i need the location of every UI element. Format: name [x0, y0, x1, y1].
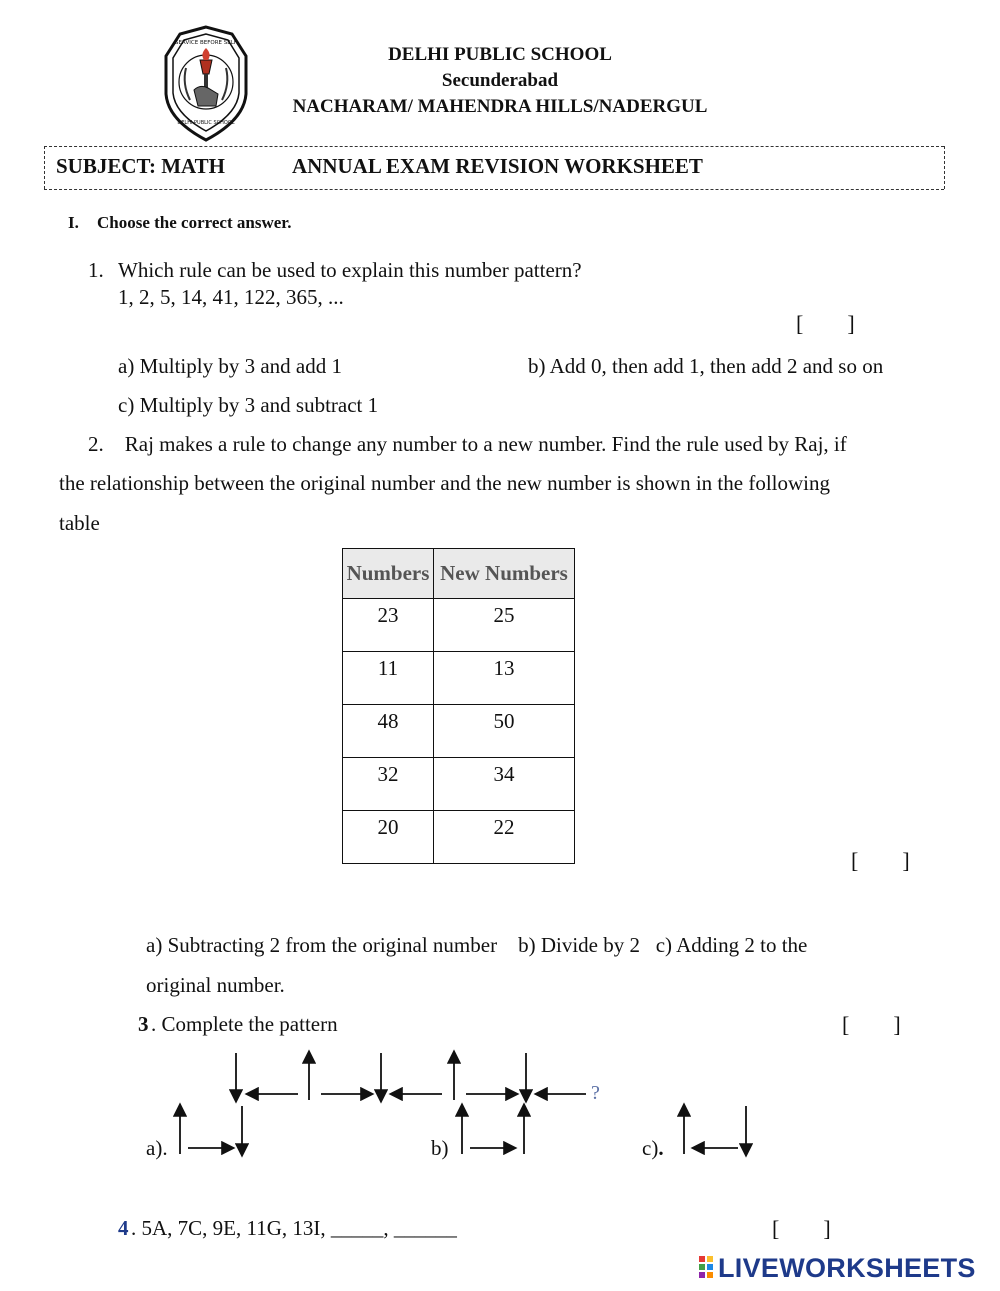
q2-options-line-2: original number. — [146, 973, 285, 997]
table-header-row — [343, 549, 575, 599]
q1-option-b[interactable]: b) Add 0, then add 1, then add 2 and so on — [528, 354, 884, 378]
pattern-question-mark: ? — [591, 1082, 600, 1104]
q1-sequence: 1, 2, 5, 14, 41, 122, 365, ... — [118, 285, 344, 309]
worksheet-title: ANNUAL EXAM REVISION WORKSHEET — [292, 154, 703, 178]
table-cell: 23 — [343, 599, 434, 652]
option-c-arrows[interactable] — [674, 1102, 754, 1160]
table-cell: 34 — [434, 758, 575, 811]
q3-number: 3 — [138, 1012, 149, 1036]
logo-motto-text: SERVICE BEFORE SELF — [175, 40, 237, 46]
option-a-arrows[interactable] — [170, 1102, 250, 1160]
q1-number: 1. — [88, 258, 104, 282]
table-row — [343, 705, 575, 758]
title-bar-left-border — [44, 146, 45, 189]
q3-option-b-label[interactable]: b) — [431, 1136, 449, 1160]
q1-option-a[interactable]: a) Multiply by 3 and add 1 — [118, 354, 342, 378]
table-header-new-numbers: New Numbers — [434, 549, 575, 599]
q3-answer-box[interactable]: [ ] — [842, 1012, 901, 1037]
q3-question: . Complete the pattern — [151, 1012, 338, 1036]
table-cell: 20 — [343, 811, 434, 864]
table-cell: 50 — [434, 705, 575, 758]
table-cell: 22 — [434, 811, 575, 864]
school-city: Secunderabad — [441, 70, 559, 91]
table-cell: 25 — [434, 599, 575, 652]
section-instruction: Choose the correct answer. — [97, 213, 292, 232]
q3-option-c-dot: . — [658, 1136, 664, 1160]
q4-question: . 5A, 7C, 9E, 11G, 13I, _____, ______ — [131, 1216, 457, 1240]
number-table — [342, 548, 575, 864]
q2-answer-box[interactable]: [ ] — [851, 848, 910, 873]
table-row — [343, 652, 575, 705]
subject-label: SUBJECT: MATH — [56, 154, 225, 178]
q1-option-c[interactable]: c) Multiply by 3 and subtract 1 — [118, 393, 379, 417]
table-row — [343, 599, 575, 652]
title-bar-bottom-border — [44, 189, 944, 190]
title-bar-top-border — [44, 146, 944, 147]
table-cell: 13 — [434, 652, 575, 705]
q1-question: Which rule can be used to explain this number pattern? — [118, 258, 582, 282]
liveworksheets-brand: LIVEWORKSHEETS — [718, 1253, 976, 1283]
school-name: DELHI PUBLIC SCHOOL — [388, 44, 612, 65]
q2-line-2: the relationship between the original number and the new number is shown in the following — [59, 471, 830, 495]
arrow-pattern — [220, 1048, 640, 1108]
q4-answer-box[interactable]: [ ] — [772, 1216, 831, 1241]
q3-option-c-text: c) — [642, 1136, 659, 1160]
title-bar-right-border — [944, 146, 945, 189]
table-cell: 32 — [343, 758, 434, 811]
q3-option-a-label[interactable]: a). — [146, 1136, 168, 1160]
liveworksheets-logo — [698, 1253, 994, 1285]
school-branches: NACHARAM/ MAHENDRA HILLS/NADERGUL — [292, 96, 708, 117]
q2-line-3: table — [59, 511, 100, 535]
table-cell: 11 — [343, 652, 434, 705]
table-row — [343, 758, 575, 811]
q2-line-1: 2. Raj makes a rule to change any number to a new number. Find the rule used by Raj, if — [88, 432, 847, 456]
q1-answer-box[interactable]: [ ] — [796, 311, 855, 336]
table-cell: 48 — [343, 705, 434, 758]
school-logo — [160, 24, 252, 144]
q4-number: 4 — [118, 1216, 129, 1240]
q2-options-line-1[interactable]: a) Subtracting 2 from the original number b) Divide by 2 c) Adding 2 to the — [146, 933, 808, 957]
table-header-numbers: Numbers — [343, 549, 434, 599]
logo-name-text: DELHI PUBLIC SCHOOL — [177, 120, 235, 126]
q3-option-c-label[interactable] — [642, 1136, 664, 1161]
table-row — [343, 811, 575, 864]
section-numeral: I. — [68, 213, 79, 232]
option-b-arrows[interactable] — [452, 1102, 532, 1160]
